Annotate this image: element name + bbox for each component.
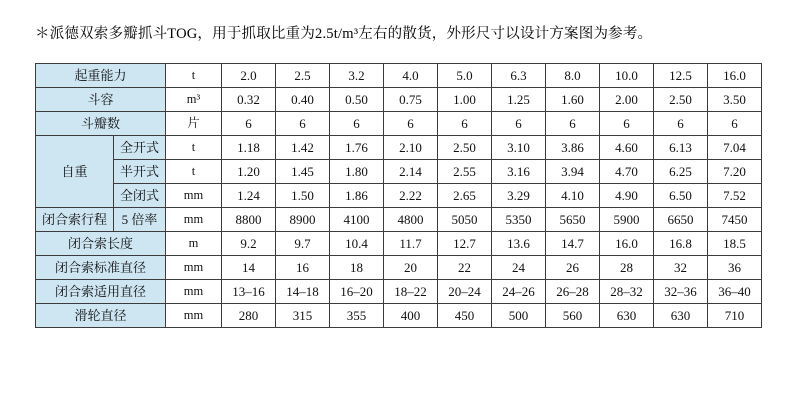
value-cell: 1.60 [546,88,600,112]
row-label-cell: 滑轮直径 [36,304,166,328]
unit-cell: t [166,136,222,160]
value-cell: 16 [276,256,330,280]
value-cell: 6.25 [654,160,708,184]
value-cell: 6650 [654,208,708,232]
value-cell: 32 [654,256,708,280]
value-cell: 1.25 [492,88,546,112]
value-cell: 7.20 [708,160,762,184]
value-cell: 20–24 [438,280,492,304]
table-row [36,304,762,328]
value-cell: 36 [708,256,762,280]
unit-cell: mm [166,184,222,208]
value-cell: 6 [330,112,384,136]
value-cell: 1.18 [222,136,276,160]
table-row [36,232,762,256]
row-label-cell: 斗瓣数 [36,112,166,136]
unit-cell: m [166,232,222,256]
value-cell: 2.50 [438,136,492,160]
value-cell: 1.00 [438,88,492,112]
value-cell: 4.90 [600,184,654,208]
value-cell: 7.52 [708,184,762,208]
value-cell: 6.50 [654,184,708,208]
table-row [36,208,762,232]
row-label-cell: 闭合索长度 [36,232,166,256]
value-cell: 1.50 [276,184,330,208]
value-cell: 8.0 [546,64,600,88]
unit-cell: t [166,160,222,184]
value-cell: 26–28 [546,280,600,304]
value-cell: 560 [546,304,600,328]
value-cell: 32–36 [654,280,708,304]
value-cell: 2.0 [222,64,276,88]
value-cell: 8800 [222,208,276,232]
value-cell: 14.7 [546,232,600,256]
value-cell: 3.29 [492,184,546,208]
value-cell: 3.94 [546,160,600,184]
value-cell: 1.76 [330,136,384,160]
value-cell: 6 [438,112,492,136]
unit-cell: mm [166,304,222,328]
value-cell: 630 [600,304,654,328]
value-cell: 16.8 [654,232,708,256]
value-cell: 2.10 [384,136,438,160]
value-cell: 400 [384,304,438,328]
value-cell: 6 [546,112,600,136]
value-cell: 0.50 [330,88,384,112]
value-cell: 5.0 [438,64,492,88]
value-cell: 26 [546,256,600,280]
value-cell: 1.80 [330,160,384,184]
value-cell: 7.04 [708,136,762,160]
table-row [36,64,762,88]
value-cell: 1.42 [276,136,330,160]
row-label-cell: 闭合索行程 [36,208,114,232]
value-cell: 7450 [708,208,762,232]
row-label-cell: 斗容 [36,88,166,112]
value-cell: 2.00 [600,88,654,112]
value-cell: 6 [600,112,654,136]
value-cell: 18.5 [708,232,762,256]
row-label-cell: 起重能力 [36,64,166,88]
value-cell: 16.0 [600,232,654,256]
value-cell: 710 [708,304,762,328]
value-cell: 1.20 [222,160,276,184]
table-row [36,160,762,184]
value-cell: 6 [222,112,276,136]
value-cell: 6.3 [492,64,546,88]
unit-cell: t [166,64,222,88]
value-cell: 5650 [546,208,600,232]
unit-cell: mm [166,256,222,280]
value-cell: 4800 [384,208,438,232]
value-cell: 2.55 [438,160,492,184]
value-cell: 0.40 [276,88,330,112]
spec-table [35,63,762,328]
value-cell: 13–16 [222,280,276,304]
row-sublabel-cell: 5 倍率 [114,208,166,232]
value-cell: 20 [384,256,438,280]
value-cell: 2.22 [384,184,438,208]
value-cell: 16.0 [708,64,762,88]
value-cell: 36–40 [708,280,762,304]
value-cell: 4.60 [600,136,654,160]
value-cell: 4.70 [600,160,654,184]
unit-cell: mm [166,208,222,232]
value-cell: 11.7 [384,232,438,256]
value-cell: 14–18 [276,280,330,304]
value-cell: 3.16 [492,160,546,184]
value-cell: 5350 [492,208,546,232]
unit-cell: m³ [166,88,222,112]
table-row [36,112,762,136]
value-cell: 355 [330,304,384,328]
row-label-cell: 闭合索适用直径 [36,280,166,304]
value-cell: 9.2 [222,232,276,256]
value-cell: 0.32 [222,88,276,112]
table-row [36,280,762,304]
value-cell: 24 [492,256,546,280]
row-sublabel-cell: 全闭式 [114,184,166,208]
value-cell: 28–32 [600,280,654,304]
value-cell: 6 [654,112,708,136]
unit-cell: mm [166,280,222,304]
table-row [36,88,762,112]
value-cell: 24–26 [492,280,546,304]
value-cell: 3.10 [492,136,546,160]
value-cell: 6 [384,112,438,136]
value-cell: 4.10 [546,184,600,208]
value-cell: 4.0 [384,64,438,88]
value-cell: 18–22 [384,280,438,304]
value-cell: 450 [438,304,492,328]
table-row [36,136,762,160]
value-cell: 280 [222,304,276,328]
value-cell: 10.4 [330,232,384,256]
value-cell: 12.7 [438,232,492,256]
value-cell: 16–20 [330,280,384,304]
value-cell: 500 [492,304,546,328]
row-label-cell: 闭合索标准直径 [36,256,166,280]
unit-cell: 片 [166,112,222,136]
value-cell: 6 [492,112,546,136]
value-cell: 1.24 [222,184,276,208]
value-cell: 315 [276,304,330,328]
value-cell: 5050 [438,208,492,232]
value-cell: 1.86 [330,184,384,208]
value-cell: 14 [222,256,276,280]
value-cell: 2.65 [438,184,492,208]
value-cell: 28 [600,256,654,280]
value-cell: 0.75 [384,88,438,112]
value-cell: 5900 [600,208,654,232]
value-cell: 6 [708,112,762,136]
value-cell: 6 [276,112,330,136]
value-cell: 8900 [276,208,330,232]
value-cell: 22 [438,256,492,280]
row-sublabel-cell: 半开式 [114,160,166,184]
value-cell: 3.50 [708,88,762,112]
value-cell: 1.45 [276,160,330,184]
value-cell: 12.5 [654,64,708,88]
value-cell: 10.0 [600,64,654,88]
value-cell: 18 [330,256,384,280]
value-cell: 6.13 [654,136,708,160]
value-cell: 13.6 [492,232,546,256]
value-cell: 9.7 [276,232,330,256]
value-cell: 2.14 [384,160,438,184]
value-cell: 3.2 [330,64,384,88]
value-cell: 630 [654,304,708,328]
row-sublabel-cell: 全开式 [114,136,166,160]
note-text: ＊派德双索多瓣抓斗TOG，用于抓取比重为2.5t/m³左右的散货，外形尺寸以设计方案图为参考。 [35,26,653,42]
value-cell: 2.50 [654,88,708,112]
table-row [36,184,762,208]
value-cell: 3.86 [546,136,600,160]
value-cell: 2.5 [276,64,330,88]
row-label-cell: 自重 [36,136,114,208]
table-row [36,256,762,280]
value-cell: 4100 [330,208,384,232]
